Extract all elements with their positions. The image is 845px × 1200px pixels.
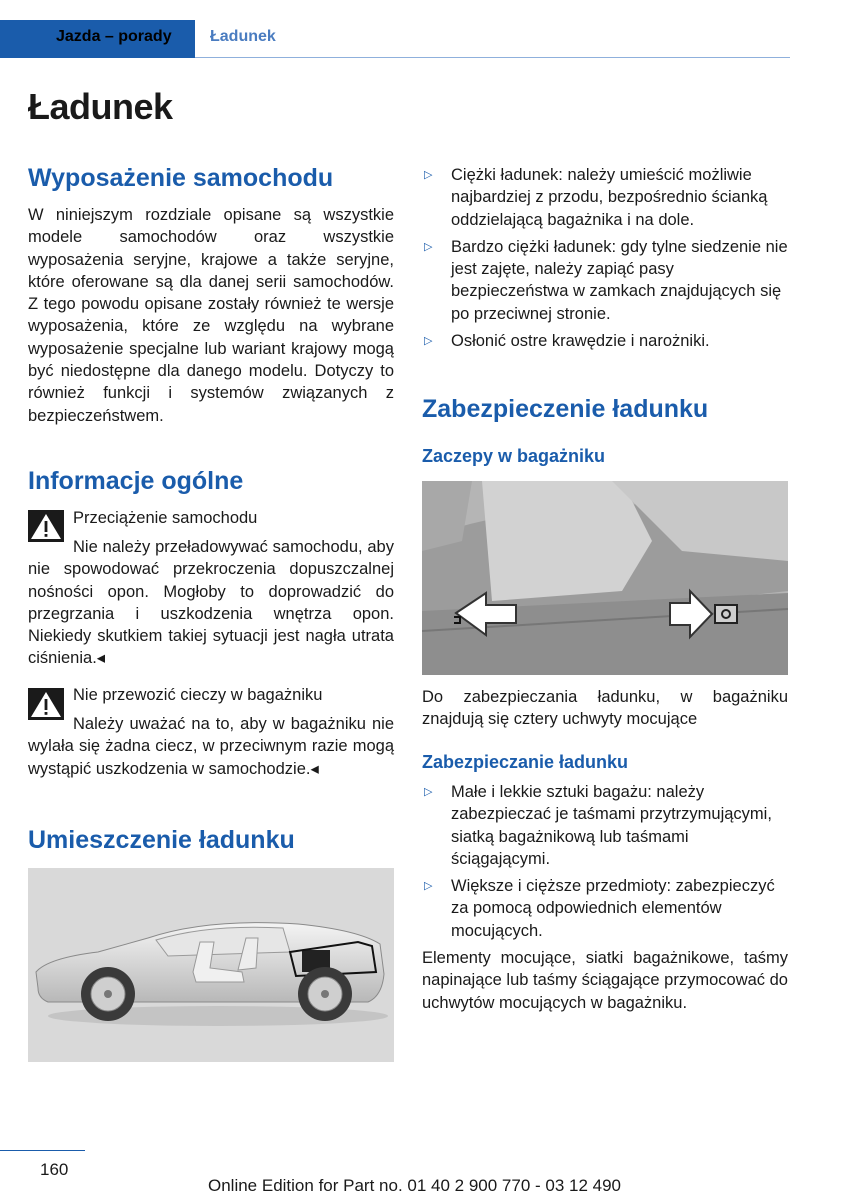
securing-bullet-list	[422, 781, 788, 947]
list-item: ▷ Bardzo ciężki ładunek: gdy tylne siedzenie nie jest zajęte, należy zapiąć pasy bezpieczeństwa w zamkach znajdujących się po przeciwnej stronie.	[424, 237, 788, 323]
section-heading-general: Informacje ogólne	[28, 467, 244, 495]
bullet-triangle-icon: ▷	[424, 880, 433, 893]
bullet-triangle-icon: ▷	[424, 169, 433, 181]
bullet-triangle-icon: ▷	[424, 786, 433, 798]
list-item: ▷ Ciężki ładunek: należy umieścić możliwie najbardziej z przodu, bezpośrednio ścianką oddzielającą bagażnika i na dole.	[424, 166, 768, 229]
warning-title-overload: Przeciążenie samochodu	[73, 509, 258, 527]
subheading-securing: Zabezpieczanie ładunku	[422, 752, 629, 772]
header-divider	[195, 57, 790, 58]
list-item: ▷ Większe i cięższe przedmioty: zabezpieczyć za pomocą odpowiednich elementów mocujących.	[424, 877, 775, 940]
warning-text-overload: Nie należy przeładowywać samochodu, aby nie spowodować przekroczenia dopuszczalnej nośności opon. Mogłoby to doprowadzić do przegrzania i uszkodzenia wnętrza opon. Niekiedy skutkiem takiej sytuacji jest nagła utrata ciśnienia.◂	[28, 538, 394, 668]
bullet-triangle-icon: ▷	[424, 240, 433, 253]
header-subsection-label: Ładunek	[210, 28, 276, 45]
list-item: ▷ Małe i lekkie sztuki bagażu: należy zabezpieczać je taśmami przytrzymującymi, siatką bagażnikową lub taśmami ściągającymi.	[424, 783, 772, 868]
placement-bullet-list	[422, 164, 788, 357]
warning-text-liquids: Należy uważać na to, aby w bagażniku nie wylała się żadna ciecz, w przeciwnym razie mogą wystąpić uszkodzenia w samochodzie.◂	[28, 715, 394, 778]
section-heading-equipment: Wyposażenie samochodu	[28, 164, 334, 192]
section-heading-placement: Umieszczenie ładunku	[28, 826, 295, 854]
header-section-label: Jazda – porady	[56, 28, 172, 45]
warning-title-liquids: Nie przewozić cieczy w bagażniku	[73, 686, 323, 704]
equipment-paragraph: W niniejszym rozdziale opisane są wszystkie modele samochodów oraz wszystkie wyposażenia seryjne, krajowe a także seryjne, które oferowane są dla danej serii samochodów. Z tego powodu opisane zostały również te wersje wyposażenia, które ze względu na wybrane wyposażenie specjalne lub wariant krajowy mogą być niedostępne dla danego modelu. Dotyczy to również funkcji i systemów związanych z bezpieczeństwem.	[28, 206, 394, 425]
page-title: Ładunek	[28, 86, 173, 127]
list-item: ▷ Osłonić ostre krawędzie i narożniki.	[422, 330, 788, 352]
footer-edition: Online Edition for Part no. 01 40 2 900 770 - 03 12 490	[208, 1176, 622, 1195]
section-heading-securing: Zabezpieczenie ładunku	[422, 395, 709, 423]
car-loading-illustration	[28, 868, 394, 1062]
footer-divider	[0, 1150, 85, 1151]
bullet-triangle-icon: ▷	[424, 335, 433, 348]
securing-closing-paragraph: Elementy mocujące, siatki bagażnikowe, taśmy napinające lub taśmy ściągające przymocować do uchwytów mocujących w bagażniku.	[422, 949, 788, 1012]
trunk-hooks-photo	[422, 481, 788, 675]
subheading-hooks: Zaczepy w bagażniku	[422, 446, 606, 466]
page-number: 160	[40, 1160, 69, 1179]
hooks-paragraph: Do zabezpieczania ładunku, w bagażniku znajdują się cztery uchwyty mocujące	[422, 688, 788, 729]
